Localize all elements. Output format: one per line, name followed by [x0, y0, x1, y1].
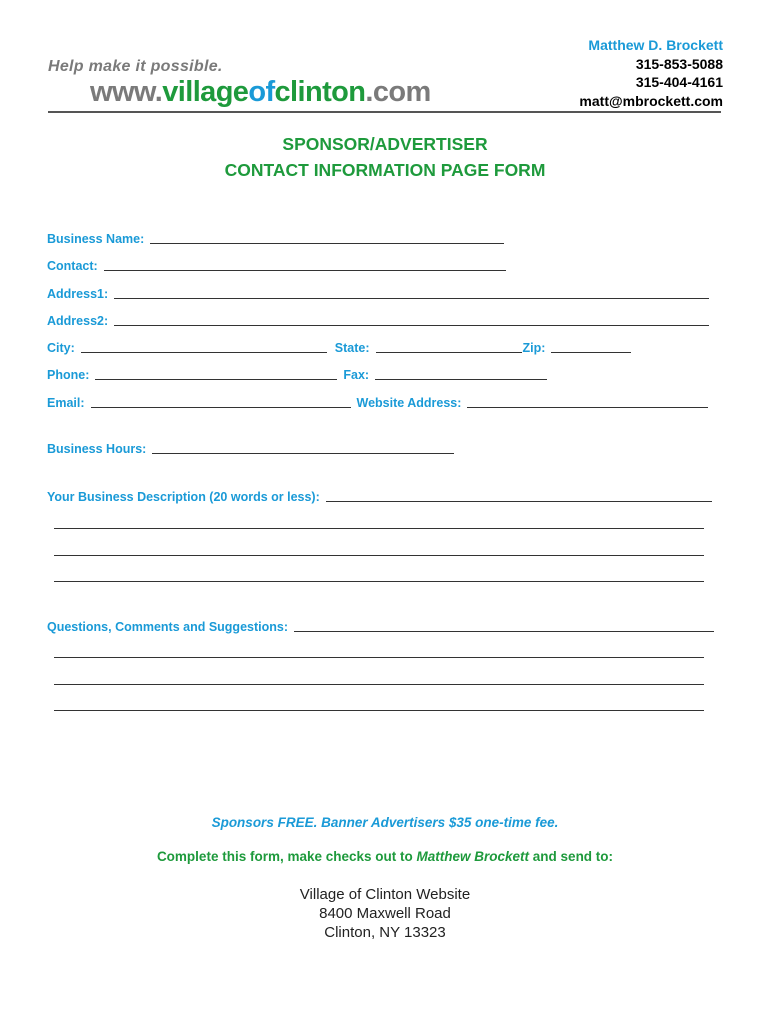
- website-logo: [90, 76, 431, 109]
- form-title-line-1: SPONSOR/ADVERTISER: [282, 134, 488, 154]
- zip-line[interactable]: [551, 340, 631, 353]
- instruction-line: [0, 849, 770, 864]
- questions-label: Questions, Comments and Suggestions:: [47, 620, 288, 634]
- form-title-line-2: CONTACT INFORMATION PAGE FORM: [224, 160, 546, 180]
- state-line[interactable]: [376, 340, 522, 353]
- business-name-field[interactable]: [47, 230, 504, 246]
- questions-line-2[interactable]: [54, 657, 704, 658]
- questions-line[interactable]: [294, 619, 714, 632]
- city-line[interactable]: [81, 340, 327, 353]
- address1-field[interactable]: [47, 285, 709, 301]
- address1-label: Address1:: [47, 287, 109, 301]
- instruction-payee: Matthew Brockett: [416, 849, 530, 864]
- contact-line[interactable]: [104, 258, 506, 271]
- address2-label: Address2:: [47, 314, 109, 328]
- city-state-zip-row: [47, 339, 631, 355]
- contact-name: Matthew D. Brockett: [588, 37, 723, 53]
- description-line-2[interactable]: [54, 528, 704, 529]
- description-field[interactable]: [47, 488, 712, 504]
- description-line-3[interactable]: [54, 555, 704, 556]
- state-label: State:: [334, 341, 370, 355]
- address-line-3: Clinton, NY 13323: [324, 924, 446, 941]
- contact-phone-2: 315-404-4161: [635, 74, 723, 90]
- city-label: City:: [47, 341, 75, 355]
- phone-line[interactable]: [95, 367, 337, 380]
- site-of: of: [248, 76, 275, 108]
- contact-email: matt@mbrockett.com: [579, 92, 723, 109]
- fax-label: Fax:: [343, 368, 370, 382]
- contact-block: [579, 36, 723, 110]
- site-clinton: clinton: [274, 76, 366, 108]
- address1-line[interactable]: [114, 286, 709, 299]
- website-line[interactable]: [467, 395, 708, 408]
- email-website-row: [47, 394, 708, 410]
- email-label: Email:: [47, 396, 85, 410]
- business-hours-line[interactable]: [152, 441, 454, 454]
- instruction-start: Complete this form, make checks out to: [156, 849, 413, 864]
- mailing-address: [0, 885, 770, 942]
- phone-label: Phone:: [47, 368, 90, 382]
- site-village: village: [162, 76, 249, 108]
- site-prefix: www.: [90, 76, 163, 108]
- business-name-line[interactable]: [150, 231, 504, 244]
- description-label: Your Business Description (20 words or less):: [47, 490, 320, 504]
- address-line-1: Village of Clinton Website: [299, 886, 471, 903]
- address2-field[interactable]: [47, 312, 709, 328]
- website-label: Website Address:: [356, 396, 462, 410]
- contact-field[interactable]: [47, 257, 506, 273]
- header-divider: [48, 111, 721, 113]
- address-line-2: 8400 Maxwell Road: [319, 905, 451, 922]
- zip-label: Zip:: [522, 341, 546, 355]
- business-hours-label: Business Hours:: [47, 442, 147, 456]
- site-suffix: .com: [365, 76, 431, 108]
- email-line[interactable]: [91, 395, 351, 408]
- business-hours-field[interactable]: [47, 440, 454, 456]
- questions-line-4[interactable]: [54, 710, 704, 711]
- description-line[interactable]: [326, 489, 712, 502]
- address2-line[interactable]: [114, 313, 709, 326]
- fax-line[interactable]: [375, 367, 547, 380]
- business-name-label: Business Name:: [47, 232, 145, 246]
- phone-fax-row: [47, 366, 547, 382]
- description-line-4[interactable]: [54, 581, 704, 582]
- questions-line-3[interactable]: [54, 684, 704, 685]
- contact-label: Contact:: [47, 259, 98, 273]
- contact-phone-1: 315-853-5088: [635, 55, 723, 72]
- fee-notice: Sponsors FREE. Banner Advertisers $35 one-time fee.: [211, 815, 559, 830]
- questions-field[interactable]: [47, 618, 714, 634]
- instruction-end: and send to:: [532, 849, 614, 864]
- tagline: Help make it possible.: [48, 58, 223, 75]
